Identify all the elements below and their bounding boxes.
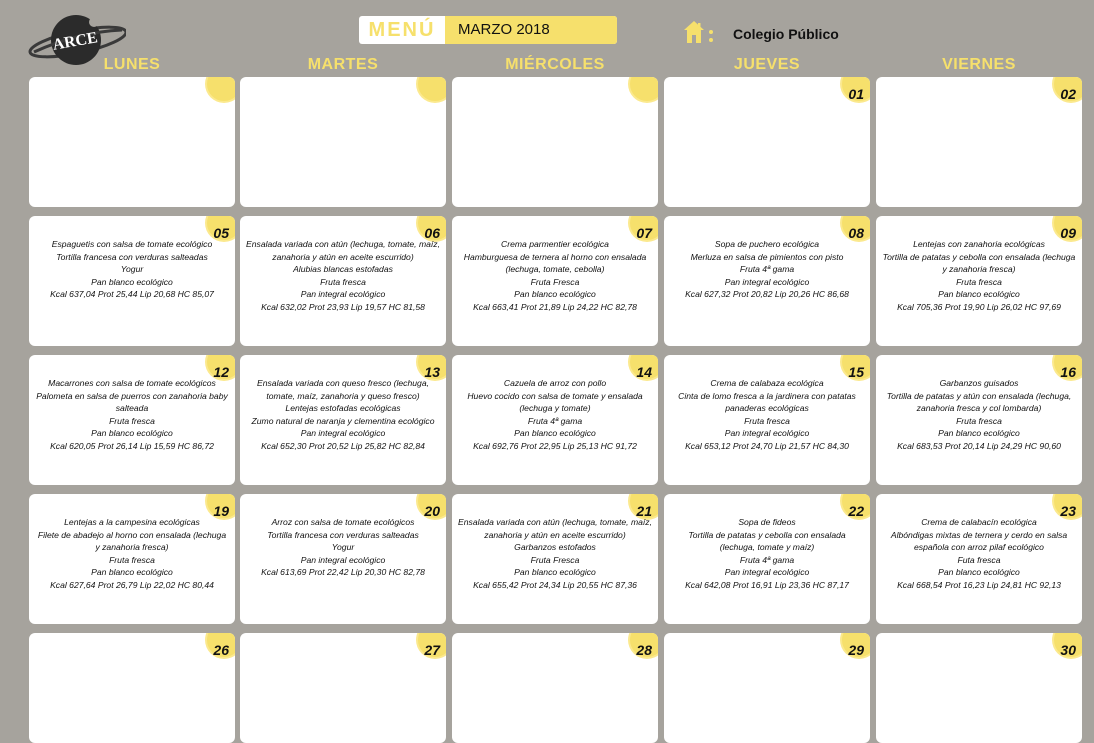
menu-line: Tortilla francesa con verduras salteadas [267,529,419,540]
day-number: 20 [424,503,440,519]
menu-month: MARZO 2018 [445,16,617,44]
menu-line: Tortilla de patatas y atún con ensalada (lechuga, zanahoria fresca y col lombarda) [886,390,1072,413]
day-cell [452,355,658,485]
menu-line: Huevo cocido con salsa de tomate y ensalada (lechuga y tomate) [467,390,643,413]
menu-line: Futa fresca [957,554,1001,565]
menu-lines [458,516,652,591]
day-cell [876,633,1082,743]
day-number: 23 [1060,503,1076,519]
menu-line: Pan integral ecológico [300,428,386,438]
school-name: Colegio Público [733,26,839,42]
menu-line: Pan integral ecológico [300,289,386,299]
menu-line: Garbanzos estofados [514,542,596,552]
menu-line: Kcal 668,54 Prot 16,23 Lip 24,81 HC 92,13 [897,579,1061,590]
house-icon [683,20,717,44]
menu-line: Pan integral ecológico [724,276,810,287]
menu-line: Pan blanco ecológico [91,567,173,577]
menu-line: Fruta 4ª gama [527,415,583,426]
menu-word: MENÚ [368,19,436,41]
menu-line: Albóndigas mixtas de ternera y cerdo en salsa española con arroz pilaf ecológico [890,529,1068,552]
day-number: 21 [636,503,652,519]
menu-line: Kcal 683,53 Prot 20,14 Lip 24,29 HC 90,60 [897,440,1061,451]
menu-line: Kcal 637,04 Prot 25,44 Lip 20,68 HC 85,07 [50,289,214,299]
day-number: 28 [636,642,652,658]
day-number: 02 [1060,86,1076,102]
menu-line: Pan blanco ecológico [938,428,1020,438]
menu-lines [246,377,440,452]
menu-line: Pan integral ecológico [724,567,810,577]
menu-line: Tortilla francesa con verduras salteadas [56,251,208,262]
menu-line: Pan blanco ecológico [514,567,596,577]
menu-line: Yogur [331,542,355,552]
menu-line: Kcal 627,32 Prot 20,82 Lip 20,26 HC 86,68 [685,289,849,299]
day-cell [240,355,446,485]
menu-line: Macarrones con salsa de tomate ecológicos [48,378,216,388]
menu-line: Lentejas con zanahoria ecológicas [913,239,1045,249]
menu-line: Fruta fresca [320,276,366,287]
day-number: 01 [848,86,864,102]
menu-line: Yogur [120,264,144,274]
day-number-badge [207,77,235,101]
menu-line: Kcal 655,42 Prot 24,34 Lip 20,55 HC 87,36 [473,579,637,590]
menu-line: Pan integral ecológico [300,554,386,565]
menu-line: Filete de abadejo al horno con ensalada (lechuga y zanahoria fresca) [37,529,227,552]
day-number: 08 [848,225,864,241]
day-cell [240,633,446,743]
menu-line: Zumo natural de naranja y clementina ecológico [251,415,435,426]
menu-line: Crema de calabaza ecológica [710,378,824,388]
day-cell [876,77,1082,207]
day-cell [664,633,870,743]
menu-line: Kcal 613,69 Prot 22,42 Lip 20,30 HC 82,78 [261,567,425,577]
day-number: 26 [213,642,229,658]
menu-line: Espaguetis con salsa de tomate ecológico [51,239,213,249]
day-cell [240,494,446,624]
menu-lines [670,238,864,301]
menu-line: Arroz con salsa de tomate ecológicos [271,517,415,527]
day-cell [664,77,870,207]
menu-line: Kcal 627,64 Prot 26,79 Lip 22,02 HC 80,44 [50,579,214,590]
day-number: 05 [213,225,229,241]
menu-lines [882,516,1076,591]
menu-line: Kcal 652,30 Prot 20,52 Lip 25,82 HC 82,84 [261,440,425,451]
day-name-tuesday: MARTES [307,56,379,73]
menu-line: Garbanzos guisados [939,378,1019,388]
day-cell [29,355,235,485]
menu-line: Kcal 620,05 Prot 26,14 Lip 15,59 HC 86,72 [50,440,214,451]
menu-line: Pan blanco ecológico [91,276,173,287]
menu-line: Pan blanco ecológico [938,289,1020,299]
day-number-badge [630,77,658,101]
menu-line: Tortilla de patatas y cebolla con ensalada (lechuga y zanahoria fresca) [882,251,1076,274]
menu-line: Crema de calabacín ecológica [921,517,1037,527]
menu-line: Cinta de lomo fresca a la jardinera con patatas panaderas ecológicas [678,390,856,413]
menu-line: Ensalada variada con atún (lechuga, tomate, maíz, zanahoria y atún en aceite escurrido) [458,517,652,540]
menu-line: Lentejas a la campesina ecológicas [64,517,200,527]
day-cell [876,216,1082,346]
day-number: 12 [213,364,229,380]
day-cell [664,494,870,624]
day-cell [29,77,235,207]
day-number: 30 [1060,642,1076,658]
menu-line: Palometa en salsa de puerros con zanahoria baby salteada [36,390,228,413]
menu-lines [35,238,229,301]
day-name-friday: VIERNES [942,56,1016,73]
menu-lines [35,377,229,452]
day-cell [452,494,658,624]
menu-line: Pan blanco ecológico [938,567,1020,577]
menu-line: Hamburguesa de ternera al horno con ensalada (lechuga, tomate, cebolla) [463,251,647,274]
day-name-monday: LUNES [103,56,161,73]
menu-line: Kcal 653,12 Prot 24,70 Lip 21,57 HC 84,30 [685,440,849,451]
svg-text:ARCE: ARCE [51,29,100,54]
day-number: 06 [424,225,440,241]
day-name-thursday: JUEVES [733,56,801,73]
menu-line: Merluza en salsa de pimientos con pisto [690,251,844,262]
day-number-badge [418,77,446,101]
menu-line: Fruta Fresca [530,554,580,565]
menu-line: Lentejas estofadas ecológicas [285,403,401,413]
menu-line: Fruta fresca [956,415,1002,426]
menu-line: Fruta Fresca [530,276,580,287]
menu-line: Fruta fresca [956,276,1002,287]
day-number: 22 [848,503,864,519]
day-cell [452,77,658,207]
menu-line: Kcal 705,36 Prot 19,90 Lip 26,02 HC 97,69 [897,301,1061,312]
menu-lines [882,377,1076,452]
menu-lines [458,238,652,313]
menu-line: Pan blanco ecológico [91,428,173,438]
menu-line: Pan blanco ecológico [514,428,596,438]
menu-line: Pan integral ecológico [724,428,810,438]
day-cell [664,355,870,485]
menu-lines [35,516,229,591]
day-number: 15 [848,364,864,380]
day-name-wednesday: MIÉRCOLES [505,56,605,73]
menu-line: Fruta fresca [109,554,155,565]
menu-line: Fruta 4ª gama [739,554,795,565]
menu-line: Ensalada variada con queso fresco (lechuga, tomate, maíz, zanahoria y queso fresco) [257,378,429,401]
day-cell [452,633,658,743]
menu-line: Kcal 692,76 Prot 22,95 Lip 25,13 HC 91,72 [473,440,637,451]
menu-line: Fruta fresca [744,415,790,426]
menu-line: Kcal 632,02 Prot 23,93 Lip 19,57 HC 81,58 [261,301,425,312]
day-cell [876,355,1082,485]
menu-line: Ensalada variada con atún (lechuga, tomate, maíz, zanahoria y atún en aceite escurrido) [246,239,440,262]
day-number: 19 [213,503,229,519]
day-cell [876,494,1082,624]
menu-line: Cazuela de arroz con pollo [503,378,607,388]
menu-lines [246,238,440,313]
menu-line: Alubias blancas estofadas [293,264,393,274]
menu-line: Pan blanco ecológico [514,289,596,299]
day-cell [240,216,446,346]
day-number: 14 [636,364,652,380]
menu-lines [670,377,864,452]
menu-lines [458,377,652,452]
menu-line: Kcal 663,41 Prot 21,89 Lip 24,22 HC 82,78 [473,301,637,312]
day-number: 29 [848,642,864,658]
menu-line: Sopa de fideos [738,517,796,527]
day-cell [240,77,446,207]
menu-line: Sopa de puchero ecológica [714,239,820,249]
menu-line: Fruta fresca [109,415,155,426]
day-cell [29,633,235,743]
day-cell [29,216,235,346]
menu-lines [670,516,864,591]
menu-line: Crema parmentier ecológica [501,239,609,249]
day-number: 07 [636,225,652,241]
day-number: 09 [1060,225,1076,241]
day-number: 13 [424,364,440,380]
day-cell [452,216,658,346]
menu-lines [246,516,440,579]
menu-line: Tortilla de patatas y cebolla con ensalada (lechuga, tomate y maíz) [688,529,846,552]
day-number: 27 [424,642,440,658]
day-cell [29,494,235,624]
menu-line: Kcal 642,08 Prot 16,91 Lip 23,36 HC 87,17 [685,579,849,590]
menu-title-box [359,16,617,44]
day-cell [664,216,870,346]
day-number: 16 [1060,364,1076,380]
menu-lines [882,238,1076,313]
menu-line: Fruta 4ª gama [739,264,795,274]
